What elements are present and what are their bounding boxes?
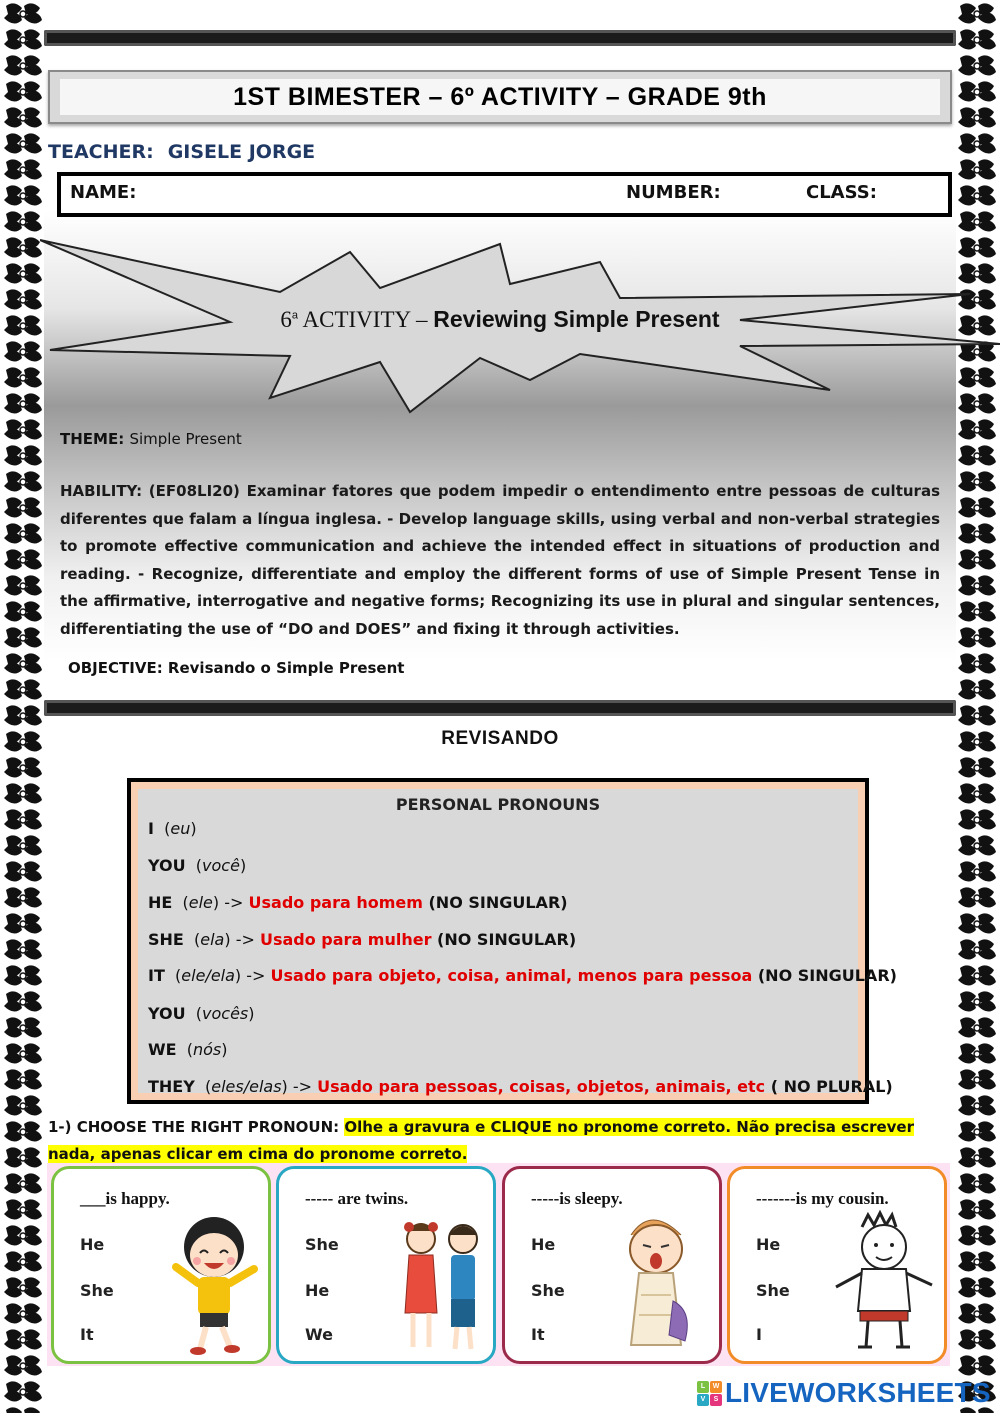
pronoun: I [148, 819, 154, 838]
left-ornamental-border [0, 0, 46, 1413]
pronoun-translation: nós [193, 1040, 222, 1059]
pronoun-translation: eu [170, 819, 191, 838]
name-label: NAME: [70, 182, 137, 203]
sleepy-girl-illustration [601, 1205, 711, 1355]
theme-label: THEME: [60, 430, 125, 448]
pronoun-row: IT (ele/ela) -> Usado para objeto, coisa, animal, menos para pessoa (NO SINGULAR) [148, 966, 897, 985]
pronoun: THEY [148, 1077, 195, 1096]
pronoun-translation: ele [188, 893, 213, 912]
pronoun-card [727, 1166, 947, 1364]
pronoun-option[interactable]: He [531, 1235, 556, 1254]
pronoun: WE [148, 1040, 177, 1059]
pronoun-translation: vocês [202, 1004, 249, 1023]
logo-tile: L [697, 1381, 709, 1393]
activity-label: ACTIVITY – [298, 307, 434, 332]
pronoun-option[interactable]: He [305, 1281, 330, 1300]
pronoun-number-tag: (NO SINGULAR) [422, 893, 568, 912]
twins-illustration [391, 1209, 491, 1359]
page-title: 1ST BIMESTER – 6º ACTIVITY – GRADE 9th [233, 82, 767, 111]
pronoun: HE [148, 893, 173, 912]
theme-value: Simple Present [129, 430, 242, 448]
pronoun-row: YOU (vocês) [148, 1004, 255, 1023]
logo-tile: S [710, 1394, 722, 1406]
objective-value: Revisando o Simple Present [167, 659, 405, 677]
question-1-label: 1-) CHOOSE THE RIGHT PRONOUN: [48, 1118, 345, 1136]
theme-line [60, 430, 242, 448]
pronoun-usage-note: Usado para objeto, coisa, animal, menos para pessoa [270, 966, 753, 985]
pronoun-row: YOU (você) [148, 856, 247, 875]
number-label: NUMBER: [626, 182, 721, 203]
pronoun-translation: ele/ela [181, 966, 235, 985]
card-prompt: -------is my cousin. [756, 1189, 889, 1208]
pronoun-usage-note: Usado para pessoas, coisas, objetos, animais, etc [317, 1077, 766, 1096]
pronoun-option[interactable]: She [305, 1235, 339, 1254]
activity-sup: a [291, 309, 299, 322]
pronoun-option[interactable]: I [756, 1325, 762, 1344]
card-prompt: ___is happy. [80, 1189, 170, 1208]
pronoun: SHE [148, 930, 184, 949]
pronoun-card [51, 1166, 271, 1364]
pronoun-option[interactable]: It [531, 1325, 545, 1344]
teacher-line [48, 141, 329, 163]
logo-tile: W [710, 1381, 722, 1393]
pronoun-option[interactable]: We [305, 1325, 333, 1344]
cousin-boy-illustration [826, 1207, 942, 1357]
teacher-label: TEACHER: [48, 141, 154, 163]
liveworksheets-watermark [697, 1377, 991, 1409]
pronoun-row: SHE (ela) -> Usado para mulher (NO SINGULAR) [148, 930, 577, 949]
pronoun-number-tag: (NO SINGULAR) [431, 930, 577, 949]
pronoun-row: I (eu) [148, 819, 197, 838]
happy-girl-illustration [164, 1207, 264, 1357]
pronoun-arrow: -> [287, 1077, 318, 1096]
activity-title: Reviewing Simple Present [433, 306, 720, 332]
pronoun-option[interactable]: It [80, 1325, 94, 1344]
pronoun-option[interactable]: He [756, 1235, 781, 1254]
personal-pronouns-box [127, 778, 897, 1104]
question-1 [48, 1114, 948, 1168]
title-banner [48, 70, 952, 124]
logo-tile: V [697, 1394, 709, 1406]
activity-heading [0, 306, 1000, 333]
objective-line [68, 659, 404, 677]
middle-divider-bar [44, 700, 956, 716]
pronoun-arrow: -> [241, 966, 271, 985]
pronoun: YOU [148, 1004, 186, 1023]
pronoun-card [502, 1166, 722, 1364]
pronoun-translation: ela [200, 930, 225, 949]
top-divider-bar [44, 30, 956, 46]
card-prompt: -----is sleepy. [531, 1189, 623, 1208]
pronoun-row: THEY (eles/elas) -> Usado para pessoas, coisas, objetos, animais, etc ( NO PLURAL) [148, 1077, 893, 1096]
student-info-box [57, 172, 952, 217]
pronoun-option[interactable]: She [531, 1281, 565, 1300]
pronoun: YOU [148, 856, 186, 875]
teacher-name: GISELE JORGE [167, 141, 316, 163]
pronoun-usage-note: Usado para homem [248, 893, 423, 912]
class-label: CLASS: [806, 182, 877, 203]
pronoun-option[interactable]: She [756, 1281, 790, 1300]
pronoun-number-tag: (NO SINGULAR) [752, 966, 897, 985]
question-1-instruction: Olhe a gravura e CLIQUE no pronome correto. Não precisa escrever nada, apenas clicar em cima do pronome correto. [48, 1118, 914, 1163]
pronoun-row: WE (nós) [148, 1040, 228, 1059]
objective-label: OBJECTIVE: [68, 659, 163, 677]
right-ornamental-border [954, 0, 1000, 1413]
pronoun-translation: eles/elas [211, 1077, 282, 1096]
pronoun-option[interactable]: She [80, 1281, 114, 1300]
liveworksheets-logo [697, 1381, 722, 1406]
section-title: REVISANDO [441, 728, 559, 749]
activity-number: 6 [280, 307, 292, 332]
hability-paragraph: HABILITY: (EF08LI20) Examinar fatores que podem impedir o entendimento entre pessoas de culturas diferentes que falam a língua inglesa. - Develop language skills, using verbal and non-verbal strategies to promote effective communication and achieve the intended effect in situations of production and reading. - Recognize, differentiate and employ the different forms of use of Simple Present Tense in the affirmative, interrogative and negative forms; Recognizing its use in plural and singular sentences, differentiating the use of “DO and DOES” and fixing it through activities. [60, 482, 940, 638]
pronoun-card [276, 1166, 496, 1364]
pronoun-number-tag: ( NO PLURAL) [765, 1077, 893, 1096]
pronoun-translation: você [202, 856, 240, 875]
card-prompt: ----- are twins. [305, 1189, 409, 1208]
pronoun-arrow: -> [219, 893, 249, 912]
pronoun-option[interactable]: He [80, 1235, 105, 1254]
watermark-text: LIVEWORKSHEETS [725, 1377, 991, 1408]
pronoun: IT [148, 966, 165, 985]
pronouns-heading: PERSONAL PRONOUNS [395, 795, 601, 814]
pronoun-usage-note: Usado para mulher [259, 930, 432, 949]
pronoun-row: HE (ele) -> Usado para homem (NO SINGULAR) [148, 893, 568, 912]
pronoun-arrow: -> [230, 930, 260, 949]
